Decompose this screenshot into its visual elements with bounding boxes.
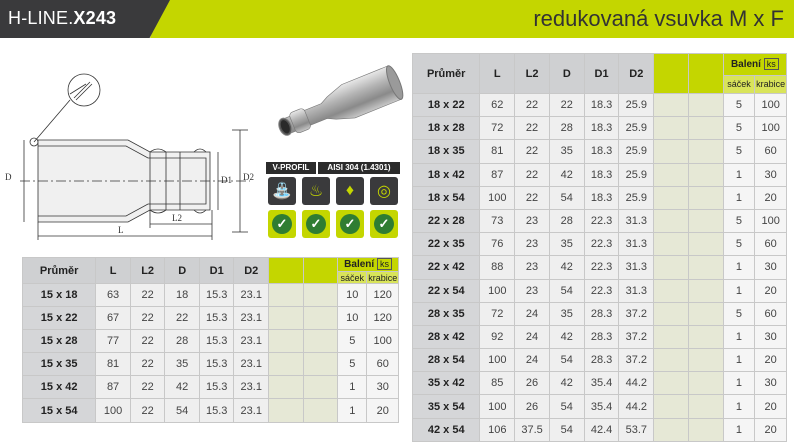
cell-empty: [688, 140, 723, 163]
material-badge: AISI 304 (1.4301): [318, 162, 400, 174]
cell-krabice: 30: [755, 163, 787, 186]
cell-size: 28 x 42: [413, 325, 480, 348]
cell-l2: 23: [515, 233, 550, 256]
cell-size: 18 x 28: [413, 117, 480, 140]
table-row: [413, 140, 787, 163]
cell-size: 22 x 42: [413, 256, 480, 279]
cell-d: 42: [549, 372, 584, 395]
cell-empty: [688, 163, 723, 186]
cell-size: 22 x 28: [413, 209, 480, 232]
cell-d2: 25.9: [619, 117, 654, 140]
cell-d1: 18.3: [584, 94, 619, 117]
check-icon: ✓: [336, 210, 364, 238]
cell-empty: [688, 325, 723, 348]
cell-d1: 18.3: [584, 140, 619, 163]
cell-l2: 37.5: [515, 418, 550, 441]
cell-d1: 28.3: [584, 325, 619, 348]
cell-size: 22 x 54: [413, 279, 480, 302]
col-header-sacek: sáček: [338, 272, 367, 284]
cell-d1: 22.3: [584, 279, 619, 302]
col-header-l2: L2: [515, 54, 550, 94]
cell-l: 85: [480, 372, 515, 395]
cell-empty: [654, 349, 689, 372]
cell-d1: 35.4: [584, 372, 619, 395]
cell-d: 35: [549, 140, 584, 163]
cell-d2: 53.7: [619, 418, 654, 441]
cell-krabice: 30: [755, 256, 787, 279]
cell-sacek: 1: [723, 325, 755, 348]
cell-d2: 31.3: [619, 279, 654, 302]
table-row: [413, 279, 787, 302]
table-row: [413, 256, 787, 279]
cell-empty: [688, 209, 723, 232]
table-row: [413, 325, 787, 348]
cell-sacek: 1: [723, 256, 755, 279]
cell-d: 35: [549, 302, 584, 325]
cell-d2: 37.2: [619, 302, 654, 325]
cell-sacek: 1: [723, 418, 755, 441]
cell-sacek: 5: [723, 302, 755, 325]
cell-l: 81: [480, 140, 515, 163]
cell-d: 54: [549, 418, 584, 441]
cell-empty: [654, 186, 689, 209]
cell-l: 62: [480, 94, 515, 117]
cell-d1: 22.3: [584, 233, 619, 256]
gas-icon: ♦: [336, 177, 364, 205]
cell-l2: 22: [515, 140, 550, 163]
cell-empty: [654, 302, 689, 325]
table-row: [413, 349, 787, 372]
cell-l: 88: [480, 256, 515, 279]
col-header-krabice: krabice: [755, 75, 787, 93]
cell-d1: 22.3: [584, 209, 619, 232]
cell-empty: [654, 163, 689, 186]
cell-empty: [654, 233, 689, 256]
cell-empty: [654, 325, 689, 348]
table-row: [413, 163, 787, 186]
cell-d: 54: [549, 349, 584, 372]
cell-d1: 28.3: [584, 302, 619, 325]
table-row: [413, 302, 787, 325]
cell-empty: [688, 94, 723, 117]
cell-d2: 25.9: [619, 163, 654, 186]
cell-krabice: 20: [755, 395, 787, 418]
col-header-empty: [688, 54, 723, 94]
cell-size: 18 x 42: [413, 163, 480, 186]
cell-l2: 24: [515, 325, 550, 348]
cell-sacek: 1: [723, 279, 755, 302]
col-header-d1: D1: [199, 258, 234, 284]
cell-krabice: 20: [755, 186, 787, 209]
dim-label-d1: D1: [221, 175, 232, 185]
cell-sacek: 1: [723, 349, 755, 372]
check-icon: ✓: [370, 210, 398, 238]
cell-size: 42 x 54: [413, 418, 480, 441]
col-header-sacek: sáček: [723, 75, 755, 93]
dim-label-l: L: [118, 225, 124, 235]
cell-empty: [654, 94, 689, 117]
cell-empty: [654, 418, 689, 441]
cell-d1: 35.4: [584, 395, 619, 418]
cell-empty: [654, 209, 689, 232]
cell-d2: 44.2: [619, 395, 654, 418]
table-row: 15 x 22 67 22 22 15.3 23.1 10 120: [23, 307, 399, 330]
cell-l: 73: [480, 209, 515, 232]
cell-l: 100: [480, 395, 515, 418]
cell-sacek: 5: [723, 209, 755, 232]
brand-title: H-LINE.X243: [8, 8, 117, 28]
cell-empty: [688, 302, 723, 325]
cell-d: 54: [549, 279, 584, 302]
technical-drawing: [0, 60, 262, 250]
col-header-prumer: Průměr: [23, 258, 96, 284]
cell-empty: [654, 256, 689, 279]
col-header-d1: D1: [584, 54, 619, 94]
water-tap-icon: ⛲: [268, 177, 296, 205]
cell-l2: 22: [515, 163, 550, 186]
cell-krabice: 100: [755, 94, 787, 117]
cell-size: 35 x 54: [413, 395, 480, 418]
cell-sacek: 1: [723, 186, 755, 209]
size-table-right: [412, 53, 787, 442]
cell-krabice: 100: [755, 117, 787, 140]
cell-krabice: 30: [755, 372, 787, 395]
col-header-d: D: [165, 258, 200, 284]
size-table-left: [22, 257, 399, 423]
col-header-l2: L2: [130, 258, 165, 284]
header: [0, 0, 794, 38]
cell-l: 106: [480, 418, 515, 441]
col-header-l: L: [96, 258, 131, 284]
cell-d1: 28.3: [584, 349, 619, 372]
cell-empty: [654, 140, 689, 163]
cell-empty: [654, 279, 689, 302]
cell-sacek: 5: [723, 233, 755, 256]
cell-d2: 44.2: [619, 372, 654, 395]
table-row: [413, 117, 787, 140]
cell-d1: 18.3: [584, 163, 619, 186]
cell-d2: 37.2: [619, 349, 654, 372]
cell-sacek: 5: [723, 117, 755, 140]
table-row: [413, 209, 787, 232]
cell-l: 92: [480, 325, 515, 348]
heat-icon: ♨: [302, 177, 330, 205]
product-photo: [262, 58, 412, 158]
col-header-d: D: [549, 54, 584, 94]
cell-l2: 22: [515, 117, 550, 140]
cell-d1: 22.3: [584, 256, 619, 279]
table-row: [413, 94, 787, 117]
cell-empty: [688, 256, 723, 279]
cell-size: 35 x 42: [413, 372, 480, 395]
cell-l: 100: [480, 186, 515, 209]
check-icon: ✓: [268, 210, 296, 238]
cell-d2: 25.9: [619, 140, 654, 163]
cell-d2: 25.9: [619, 94, 654, 117]
cell-sacek: 1: [723, 395, 755, 418]
cell-l: 72: [480, 117, 515, 140]
cell-empty: [688, 279, 723, 302]
cell-d: 42: [549, 256, 584, 279]
cell-l2: 24: [515, 349, 550, 372]
cell-l2: 26: [515, 395, 550, 418]
cell-l: 100: [480, 349, 515, 372]
col-header-l: L: [480, 54, 515, 94]
cell-d1: 18.3: [584, 117, 619, 140]
cell-krabice: 60: [755, 140, 787, 163]
dim-label-d: D: [5, 172, 12, 182]
cell-l2: 22: [515, 94, 550, 117]
cell-d: 35: [549, 233, 584, 256]
detail-callout-circle: [68, 74, 100, 106]
cell-krabice: 20: [755, 279, 787, 302]
col-header-d2: D2: [619, 54, 654, 94]
cell-d2: 31.3: [619, 233, 654, 256]
table-row: [413, 186, 787, 209]
cell-l2: 24: [515, 302, 550, 325]
cell-sacek: 1: [723, 372, 755, 395]
cell-krabice: 20: [755, 418, 787, 441]
cell-l2: 23: [515, 279, 550, 302]
cell-l: 100: [480, 279, 515, 302]
cell-sacek: 5: [723, 94, 755, 117]
cell-l2: 23: [515, 256, 550, 279]
cell-empty: [688, 418, 723, 441]
cell-d: 28: [549, 209, 584, 232]
cell-l2: 22: [515, 186, 550, 209]
cell-empty: [654, 117, 689, 140]
cell-d2: 37.2: [619, 325, 654, 348]
dim-label-d2: D2: [243, 172, 254, 182]
cell-d: 54: [549, 395, 584, 418]
table-row: 15 x 54 100 22 54 15.3 23.1 1 20: [23, 399, 399, 422]
cell-l2: 26: [515, 372, 550, 395]
cell-d1: 18.3: [584, 186, 619, 209]
cell-empty: [688, 372, 723, 395]
product-title: redukovaná vsuvka M x F: [533, 6, 784, 31]
cell-size: 28 x 54: [413, 349, 480, 372]
cell-d: 28: [549, 117, 584, 140]
cell-size: 18 x 54: [413, 186, 480, 209]
table-row: [413, 418, 787, 441]
profile-badge: V-PROFIL: [266, 162, 316, 174]
cell-empty: [688, 186, 723, 209]
cell-empty: [688, 233, 723, 256]
col-header-baleni: Balení ks: [338, 258, 399, 272]
compressed-air-icon: ◎: [370, 177, 398, 205]
cell-empty: [688, 349, 723, 372]
col-header-d2: D2: [234, 258, 269, 284]
cell-size: 28 x 35: [413, 302, 480, 325]
cell-empty: [654, 395, 689, 418]
table-row: 15 x 35 81 22 35 15.3 23.1 5 60: [23, 353, 399, 376]
cell-empty: [654, 372, 689, 395]
dim-label-l2: L2: [172, 213, 182, 223]
cell-size: 18 x 35: [413, 140, 480, 163]
table-row: 15 x 42 87 22 42 15.3 23.1 1 30: [23, 376, 399, 399]
cell-d2: 31.3: [619, 209, 654, 232]
cell-l: 72: [480, 302, 515, 325]
table-row: [413, 233, 787, 256]
cell-sacek: 5: [723, 140, 755, 163]
table-row: [413, 395, 787, 418]
cell-d: 54: [549, 186, 584, 209]
cell-size: 22 x 35: [413, 233, 480, 256]
col-header-empty: [303, 258, 338, 284]
cell-l: 87: [480, 163, 515, 186]
cell-empty: [688, 395, 723, 418]
col-header-empty: [654, 54, 689, 94]
cell-d: 42: [549, 163, 584, 186]
table-row: 15 x 18 63 22 18 15.3 23.1 10 120: [23, 284, 399, 307]
cell-d: 22: [549, 94, 584, 117]
cell-krabice: 60: [755, 302, 787, 325]
cell-l2: 23: [515, 209, 550, 232]
cell-l: 76: [480, 233, 515, 256]
cell-d2: 25.9: [619, 186, 654, 209]
col-header-empty: [269, 258, 304, 284]
cell-krabice: 30: [755, 325, 787, 348]
col-header-prumer: Průměr: [413, 54, 480, 94]
col-header-baleni: Balení ks: [723, 54, 786, 76]
cell-krabice: 20: [755, 349, 787, 372]
cell-d1: 42.4: [584, 418, 619, 441]
cell-krabice: 60: [755, 233, 787, 256]
cell-sacek: 1: [723, 163, 755, 186]
table-row: 15 x 28 77 22 28 15.3 23.1 5 100: [23, 330, 399, 353]
cell-d: 42: [549, 325, 584, 348]
cell-krabice: 100: [755, 209, 787, 232]
table-row: [413, 372, 787, 395]
check-icon: ✓: [302, 210, 330, 238]
cell-d2: 31.3: [619, 256, 654, 279]
col-header-krabice: krabice: [368, 272, 398, 283]
cell-empty: [688, 117, 723, 140]
cell-size: 18 x 22: [413, 94, 480, 117]
